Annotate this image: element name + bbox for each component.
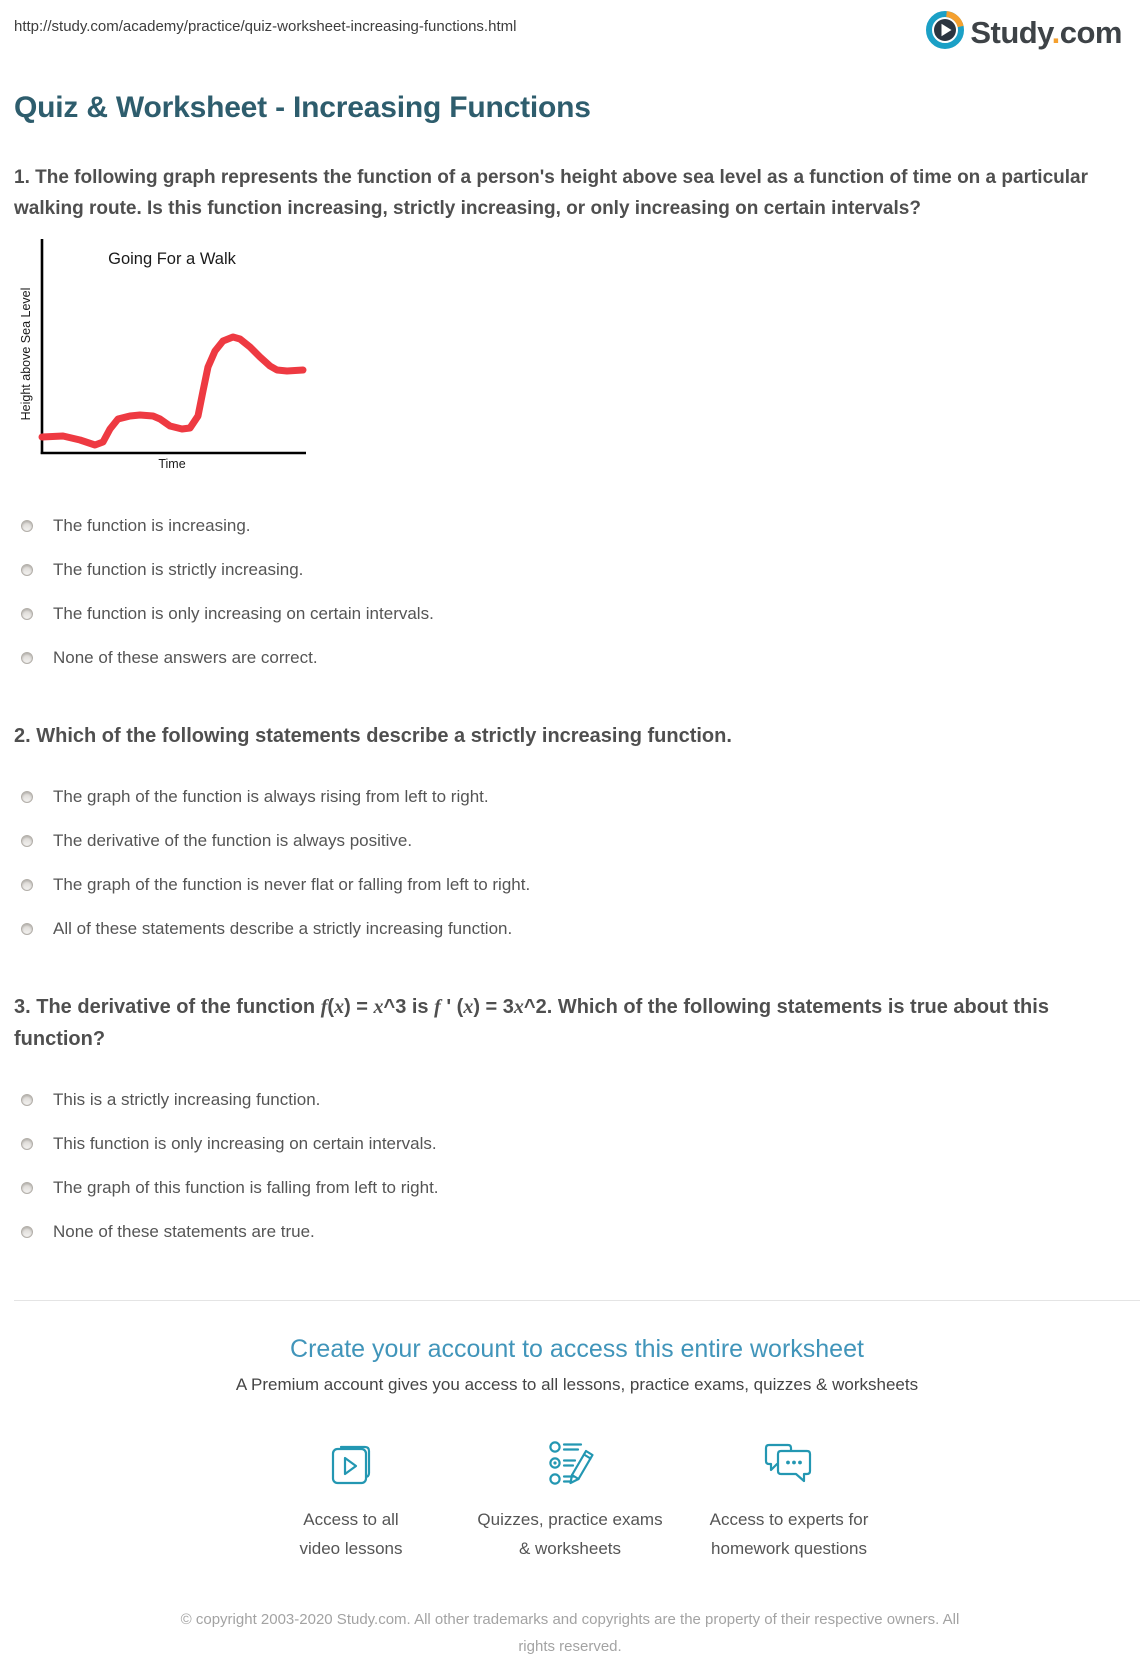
answer-option[interactable] xyxy=(14,1166,1126,1210)
answer-option[interactable] xyxy=(14,907,1126,951)
answer-option-label[interactable]: None of these answers are correct. xyxy=(53,647,318,667)
study-logo[interactable] xyxy=(925,10,1122,55)
answer-option-label[interactable]: The graph of this function is falling from left to right. xyxy=(53,1177,439,1197)
feature-video-lessons xyxy=(242,1437,461,1565)
answer-option-label[interactable]: The graph of the function is never flat or falling from left to right. xyxy=(53,874,531,894)
feature-label: Access to all video lessons xyxy=(299,1509,403,1559)
page-header xyxy=(0,0,1140,55)
answer-option-label[interactable]: This function is only increasing on certain intervals. xyxy=(53,1133,437,1153)
answer-option-label[interactable]: None of these statements are true. xyxy=(53,1221,315,1241)
page-url: http://study.com/academy/practice/quiz-worksheet-increasing-functions.html xyxy=(14,18,517,35)
experts-chat-icon xyxy=(680,1437,899,1493)
create-account-link[interactable]: Create your account to access this entire worksheet xyxy=(290,1334,864,1363)
graph-title: Going For a Walk xyxy=(108,249,236,268)
feature-experts xyxy=(680,1437,899,1565)
answer-option[interactable] xyxy=(14,863,1126,907)
question-3 xyxy=(14,991,1126,1254)
question-2-text: 2. Which of the following statements describe a strictly increasing function. xyxy=(14,724,732,747)
answer-option-label[interactable]: This is a strictly increasing function. xyxy=(53,1089,321,1109)
answer-option[interactable] xyxy=(14,548,1126,592)
feature-label: Access to experts for homework questions xyxy=(709,1509,869,1559)
walk-graph xyxy=(14,237,1126,482)
radio-button[interactable] xyxy=(21,1094,33,1106)
logo-dot: . xyxy=(1051,14,1060,50)
answer-option-label[interactable]: All of these statements describe a strictly increasing function. xyxy=(53,918,513,938)
radio-button[interactable] xyxy=(21,835,33,847)
answer-option[interactable] xyxy=(14,819,1126,863)
answer-option[interactable] xyxy=(14,775,1126,819)
answer-option[interactable] xyxy=(14,592,1126,636)
radio-button[interactable] xyxy=(21,923,33,935)
question-1-options xyxy=(14,504,1126,680)
page-title: Quiz & Worksheet - Increasing Functions xyxy=(14,91,591,124)
answer-option[interactable] xyxy=(14,1122,1126,1166)
answer-option-label[interactable]: The function is strictly increasing. xyxy=(53,559,304,579)
walk-curve xyxy=(42,337,303,445)
signup-footer xyxy=(14,1300,1140,1660)
answer-option[interactable] xyxy=(14,1210,1126,1254)
radio-button[interactable] xyxy=(21,564,33,576)
radio-button[interactable] xyxy=(21,520,33,532)
quiz-worksheet-icon xyxy=(461,1437,680,1493)
feature-quizzes xyxy=(461,1437,680,1565)
radio-button[interactable] xyxy=(21,652,33,664)
radio-button[interactable] xyxy=(21,1226,33,1238)
answer-option-label[interactable]: The derivative of the function is always positive. xyxy=(53,830,413,850)
question-3-text: 3. The derivative of the function f(x) = x^3 is f ' (x) = 3x^2. Which of the following statements is true about this function? xyxy=(14,995,1049,1051)
graph-ylabel: Height above Sea Level xyxy=(19,287,33,421)
radio-button[interactable] xyxy=(21,1138,33,1150)
graph-xlabel: Time xyxy=(158,456,186,471)
question-1-text: 1. The following graph represents the function of a person's height above sea level as a function of time on a particular walking route. Is this function increasing, strictly increasing, or only increasing on certain intervals? xyxy=(14,167,1088,219)
premium-subheading: A Premium account gives you access to all lessons, practice exams, quizzes & worksheets xyxy=(235,1374,919,1394)
radio-button[interactable] xyxy=(21,1182,33,1194)
radio-button[interactable] xyxy=(21,879,33,891)
answer-option[interactable] xyxy=(14,504,1126,548)
answer-option[interactable] xyxy=(14,1078,1126,1122)
study-logo-text: Study.com xyxy=(970,14,1122,50)
feature-list xyxy=(0,1437,1140,1565)
answer-option[interactable] xyxy=(14,636,1126,680)
question-1 xyxy=(14,163,1126,680)
radio-button[interactable] xyxy=(21,608,33,620)
radio-button[interactable] xyxy=(21,791,33,803)
answer-option-label[interactable]: The function is only increasing on certain intervals. xyxy=(53,603,434,623)
question-2 xyxy=(14,720,1126,951)
video-lessons-icon xyxy=(242,1437,461,1493)
study-logo-icon xyxy=(925,10,965,55)
feature-label: Quizzes, practice exams & worksheets xyxy=(477,1509,663,1559)
question-2-options xyxy=(14,775,1126,951)
question-3-options xyxy=(14,1078,1126,1254)
answer-option-label[interactable]: The graph of the function is always rising from left to right. xyxy=(53,786,489,806)
answer-option-label[interactable]: The function is increasing. xyxy=(53,515,251,535)
copyright-notice: © copyright 2003-2020 Study.com. All other trademarks and copyrights are the property of their respective owners. All rights reserved. xyxy=(180,1611,960,1656)
